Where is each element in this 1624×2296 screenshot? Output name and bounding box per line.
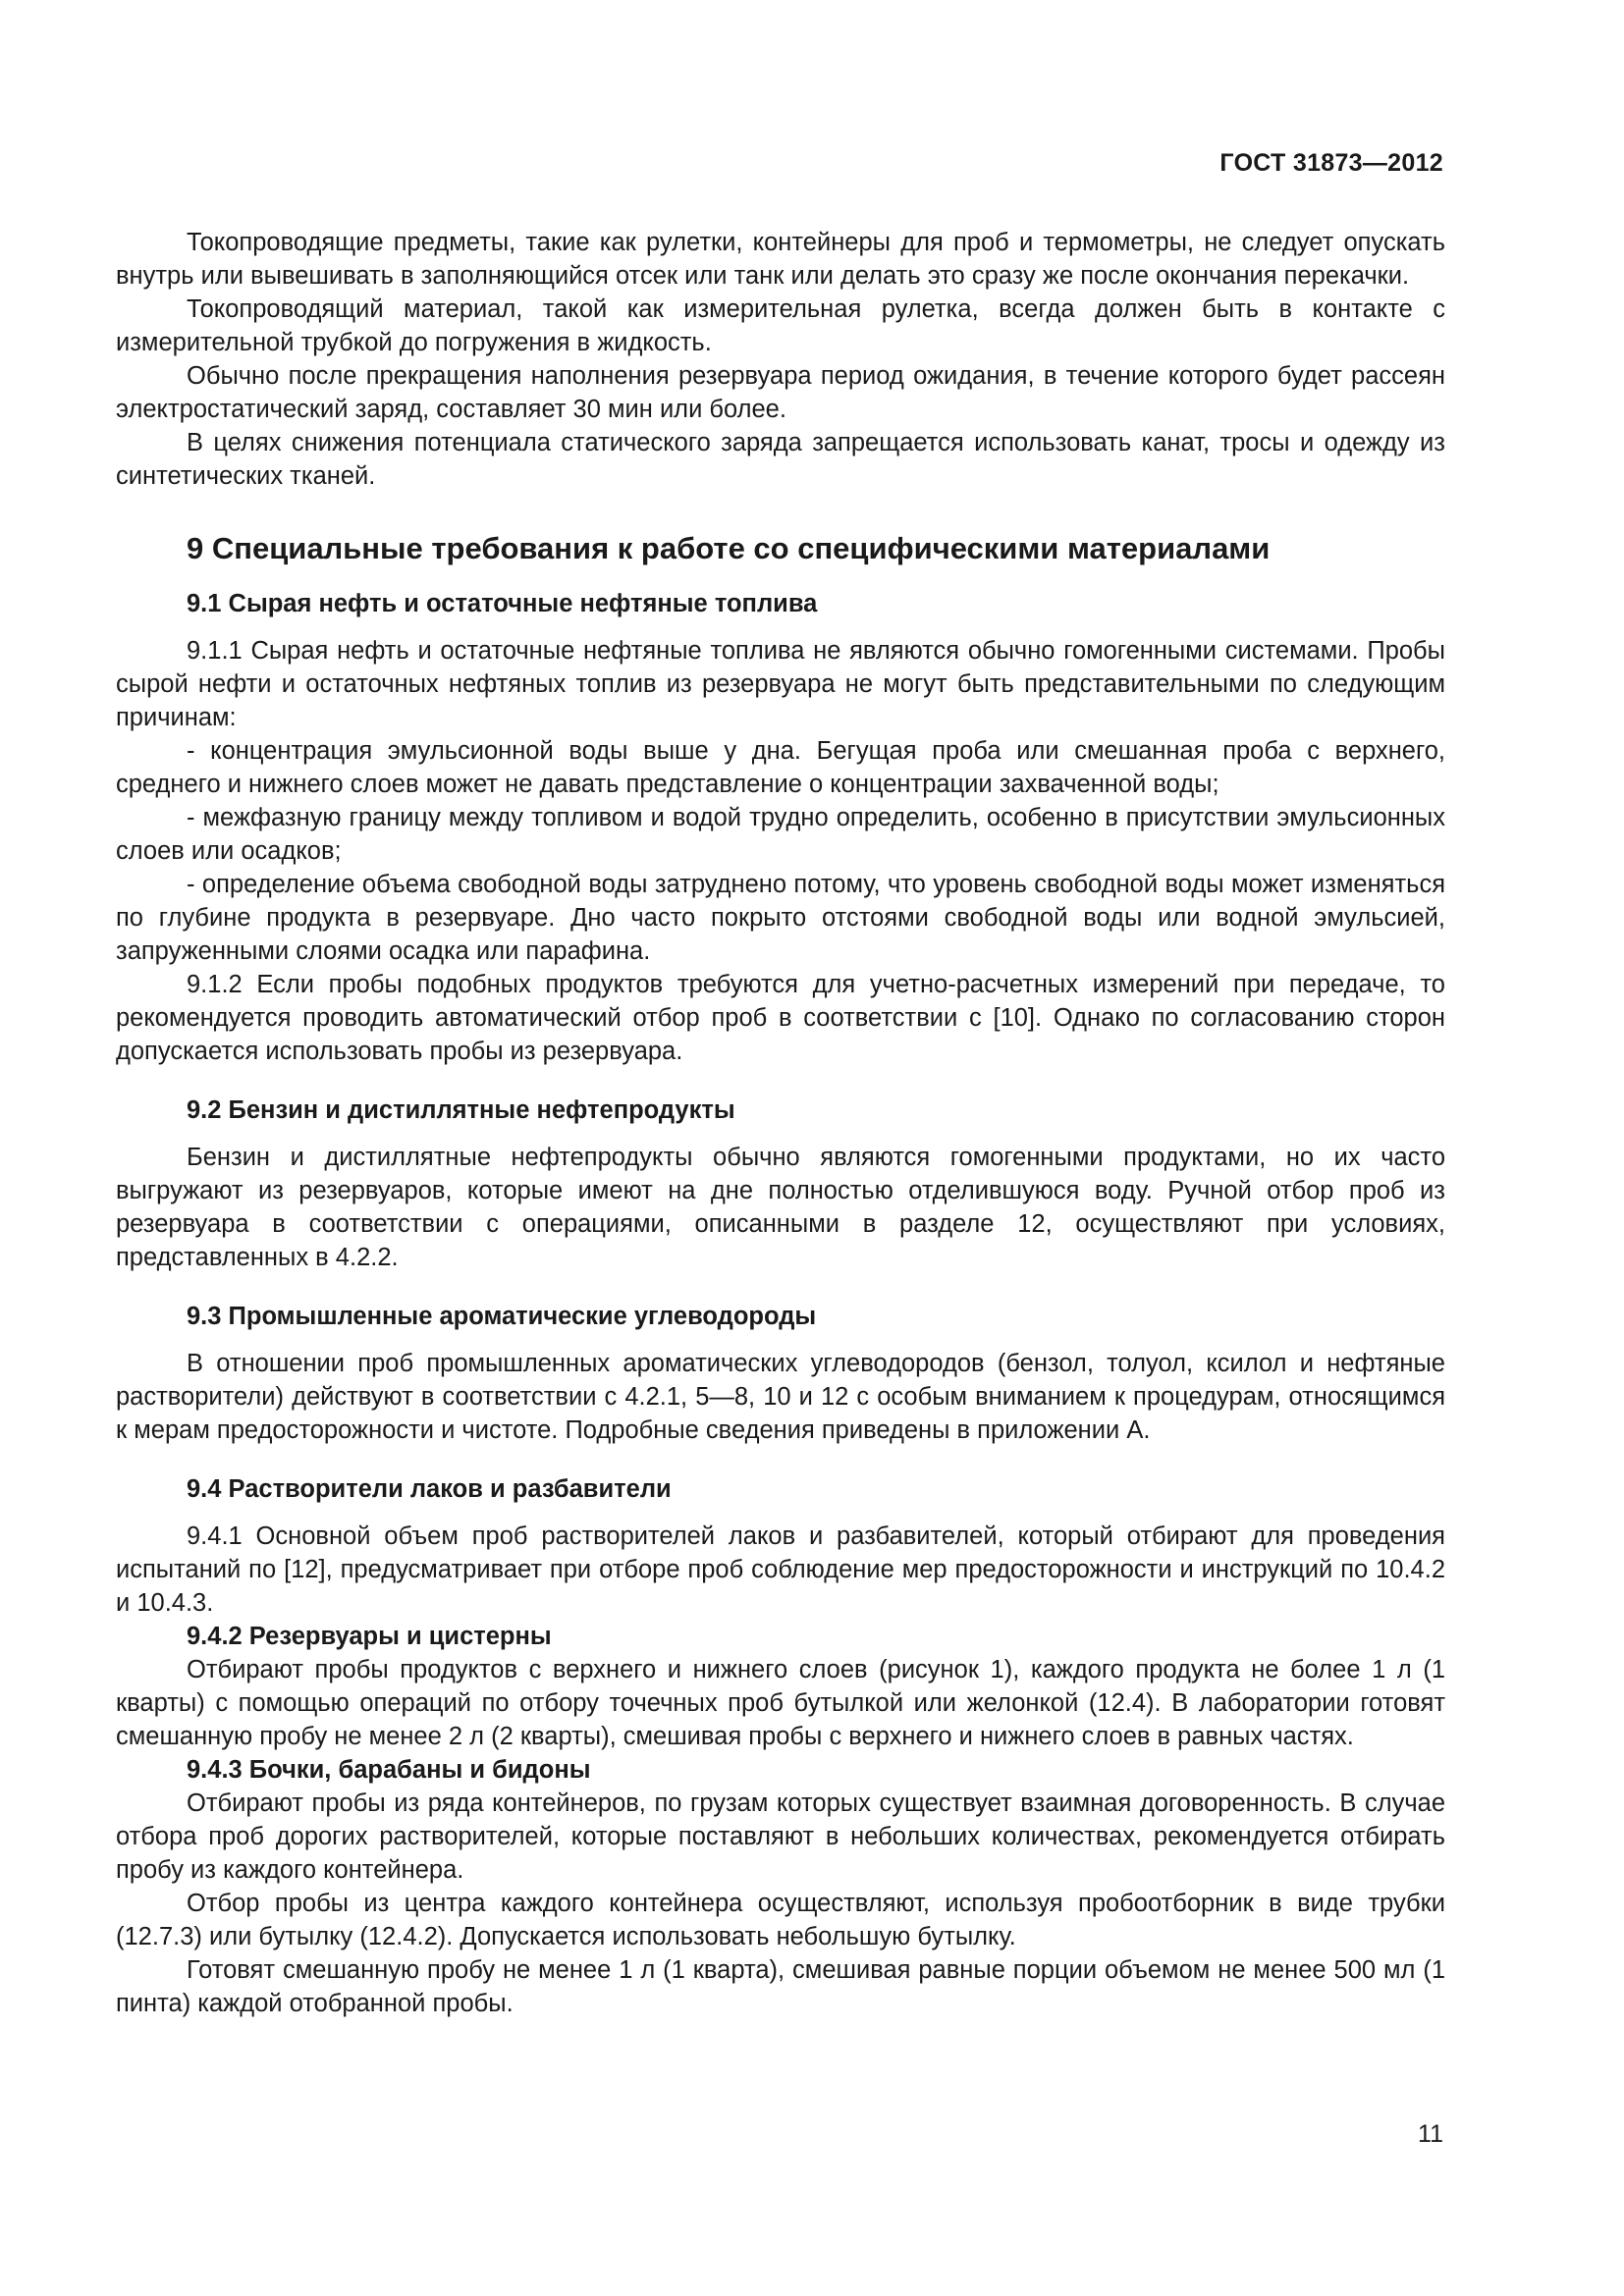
section-9-4-2-title: 9.4.2 Резервуары и цистерны — [187, 1623, 552, 1650]
section-9-title: 9 Специальные требования к работе со специфическими материалами — [187, 531, 1271, 565]
section-9-2-paragraph: Бензин и дистиллятные нефтепродукты обычно являются гомогенными продуктами, но их часто выгружают из резервуаров, которые имеют на дне полностью отделившуюся воду. Ручной отбор проб из резервуара в соответствии с операциями, описанными в разделе 12, осуществляют при условиях, представленных в 4.2.2. — [116, 1144, 1445, 1271]
section-9-4-title: 9.4 Растворители лаков и разбавители — [187, 1475, 672, 1503]
intro-paragraph-4: В целях снижения потенциала статического заряда запрещается использовать канат, тросы и одежду из синтетических тканей. — [116, 429, 1445, 490]
section-9-1-1-paragraph: 9.1.1 Сырая нефть и остаточные нефтяные топлива не являются обычно гомогенными системами. Пробы сырой нефти и остаточных нефтяных топлив из резервуара не могут быть представительными по следующим причинам: — [116, 637, 1445, 731]
intro-paragraph-1: Токопроводящие предметы, такие как рулетки, контейнеры для проб и термометры, не следует опускать внутрь или вывешивать в заполняющийся отсек или танк или делать это сразу же после окончания перекачки. — [116, 229, 1445, 290]
bullet-free-water: - определение объема свободной воды затруднено потому, что уровень свободной воды может изменяться по глубине продукта в резервуаре. Дно часто покрыто отстоями свободной воды или водной эмульсией, запруженными слоями осадка или парафина. — [116, 871, 1445, 965]
section-9-3-paragraph: В отношении проб промышленных ароматических углеводородов (бензол, толуол, ксилол и нефтяные растворители) действуют в соответствии с 4.2.1, 5—8, 10 и 12 с особым вниманием к процедурам, относящимся к мерам предосторожности и чистоте. Подробные сведения приведены в приложении А. — [116, 1350, 1445, 1444]
section-9-1-title: 9.1 Сырая нефть и остаточные нефтяные топлива — [187, 590, 818, 617]
section-9-4-3-paragraph-1: Отбирают пробы из ряда контейнеров, по грузам которых существует взаимная договоренность. В случае отбора проб дорогих растворителей, которые поставляют в небольших количествах, рекомендуется отбирать пробу из каждого контейнера. — [116, 1789, 1445, 1884]
section-9-3-title: 9.3 Промышленные ароматические углеводороды — [187, 1303, 817, 1330]
bullet-emulsion-water: - концентрация эмульсионной воды выше у дна. Бегущая проба или смешанная проба с верхнего, среднего и нижнего слоев может не давать представление о концентрации захваченной воды; — [116, 737, 1445, 798]
section-9-2-title: 9.2 Бензин и дистиллятные нефтепродукты — [187, 1096, 735, 1124]
intro-paragraph-3: Обычно после прекращения наполнения резервуара период ожидания, в течение которого будет рассеян электростатический заряд, составляет 30 мин или более. — [116, 362, 1445, 423]
intro-paragraph-2: Токопроводящий материал, такой как измерительная рулетка, всегда должен быть в контакте с измерительной трубкой до погружения в жидкость. — [116, 295, 1445, 356]
section-9-4-3-paragraph-2: Отбор пробы из центра каждого контейнера осуществляют, используя пробоотборник в виде трубки (12.7.3) или бутылку (12.4.2). Допускается использовать небольшую бутылку. — [116, 1890, 1445, 1950]
section-9-1-2-paragraph: 9.1.2 Если пробы подобных продуктов требуются для учетно-расчетных измерений при передаче, то рекомендуется проводить автоматический отбор проб в соответствии с [10]. Однако по согласованию сторон допускается использовать пробы из резервуара. — [116, 971, 1445, 1065]
section-9-4-1-paragraph: 9.4.1 Основной объем проб растворителей лаков и разбавителей, который отбирают для проведения испытаний по [12], предусматривает при отборе проб соблюдение мер предосторожности и инструкций по 10.4.2 и 10.4.3. — [116, 1522, 1445, 1617]
page-number: 11 — [1418, 2120, 1443, 2148]
bullet-interface: - межфазную границу между топливом и водой трудно определить, особенно в присутствии эмульсионных слоев или осадков; — [116, 804, 1445, 865]
section-9-4-3-title: 9.4.3 Бочки, барабаны и бидоны — [187, 1756, 591, 1784]
section-9-4-2-paragraph: Отбирают пробы продуктов с верхнего и нижнего слоев (рисунок 1), каждого продукта не более 1 л (1 кварты) с помощью операций по отбору точечных проб бутылкой или желонкой (12.4). В лаборатории готовят смешанную пробу не менее 2 л (2 кварты), смешивая пробы с верхнего и нижнего слоев в равных частях. — [116, 1656, 1445, 1750]
document-body — [116, 226, 1445, 2020]
section-9-4-3-paragraph-3: Готовят смешанную пробу не менее 1 л (1 кварта), смешивая равные порции объемом не менее 500 мл (1 пинта) каждой отобранной пробы. — [116, 1956, 1445, 2017]
document-header-id: ГОСТ 31873—2012 — [1219, 149, 1443, 177]
